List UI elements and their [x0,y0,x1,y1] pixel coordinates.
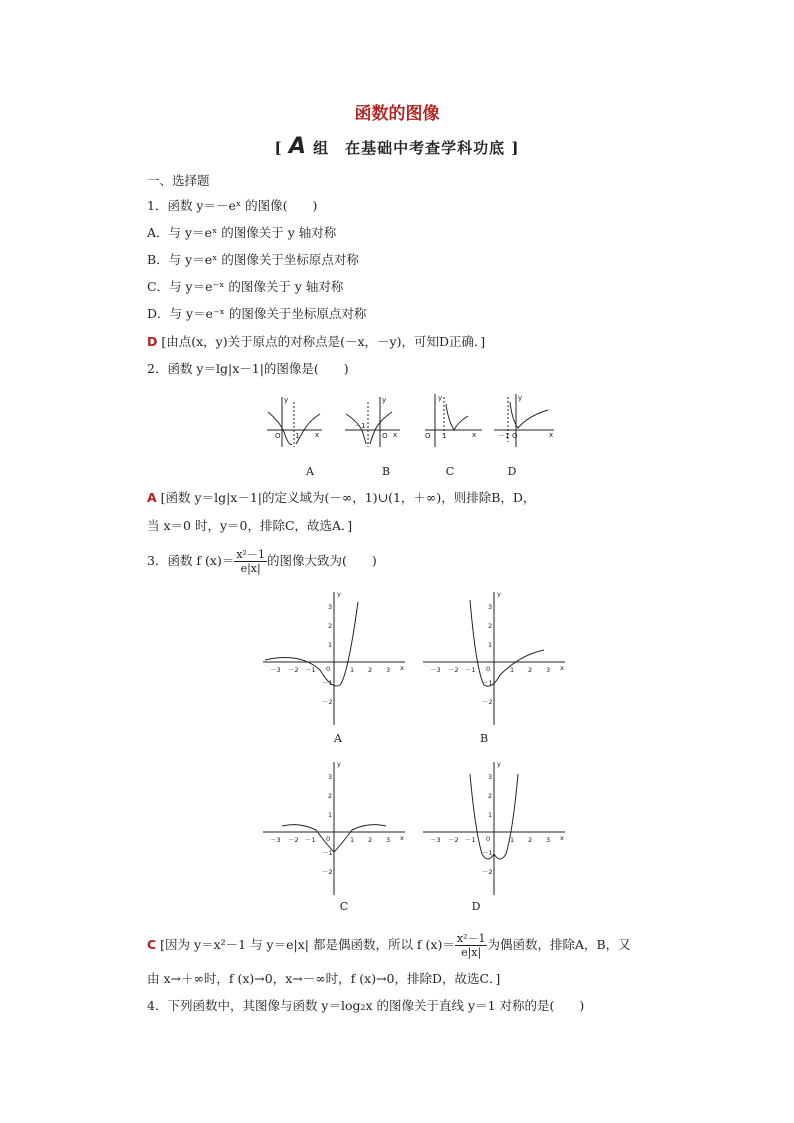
group-text: 组 在基础中考查学科功底 [313,139,506,157]
svg-text:－2: －2 [288,836,299,844]
svg-text:－3: －3 [270,836,281,844]
svg-text:1: 1 [350,666,355,674]
q1-option-a: A．与 y＝eˣ 的图像关于 y 轴对称 [147,225,337,240]
q2-label-b: B [381,465,391,478]
q2-explain-1: [函数 y＝lg|x－1|的定义域为(－∞，1)∪(1，＋∞)，则排除B，D， [160,490,536,505]
q3-label-d: D [471,900,481,913]
q1-stem: 1．函数 y＝－eˣ 的图像( ) [147,198,318,213]
svg-text:O: O [382,432,388,440]
svg-text:3: 3 [546,666,551,674]
svg-text:－2: －2 [448,666,459,674]
svg-text:2: 2 [328,622,333,630]
svg-text:y: y [497,760,501,768]
svg-text:1: 1 [488,811,493,819]
svg-text:1: 1 [510,836,515,844]
svg-text:－1: －1 [305,666,316,674]
q3-solution: C [因为 y＝x²－1 与 y＝e|x| 都是偶函数，所以 f (x)＝ $\frac{\text{x²－1}}{e|x|}$ 为偶函数，排除A，B，又 [147,932,631,959]
svg-text:x: x [560,834,564,842]
svg-text:x: x [400,664,404,672]
q1-option-c: C．与 y＝e⁻ˣ 的图像关于 y 轴对称 [147,279,344,294]
section-heading: 一、选择题 [147,173,210,188]
svg-text:－1: －1 [322,849,333,857]
q4-stem: 4．下列函数中，其图像与函数 y＝log₂x 的图像关于直线 y＝1 对称的是( ) [147,998,585,1013]
svg-text:x: x [472,431,477,439]
svg-text:－1: －1 [354,422,366,430]
q2-label-d: D [507,465,517,478]
q3-fraction: $\frac{\text{x²－1}}{e|x|}$ [236,548,265,575]
q2-graph-c [425,394,482,447]
q1-solution [147,333,485,351]
svg-text:0: 0 [326,665,331,673]
svg-text:y: y [382,396,387,404]
svg-text:3: 3 [488,603,493,611]
svg-text:y: y [337,760,341,768]
svg-text:－2: －2 [288,666,299,674]
svg-text:x: x [549,431,554,439]
svg-text:y: y [438,394,443,402]
svg-text:O: O [512,432,518,440]
q2-label-c: C [445,465,455,478]
q2-graphs [262,392,562,452]
svg-text:0: 0 [326,835,331,843]
q3-answer: C [147,937,157,952]
q1-option-b: B．与 y＝eˣ 的图像关于坐标原点对称 [147,252,359,267]
svg-text:1: 1 [488,641,493,649]
svg-text:－3: －3 [430,666,441,674]
svg-text:3: 3 [328,773,333,781]
q2-solution [147,489,535,507]
svg-text:2: 2 [528,666,533,674]
q2-stem: 2．函数 y＝lg|x－1|的图像是( ) [147,361,349,376]
q3-graph-a [260,590,410,730]
svg-text:2: 2 [488,622,493,630]
svg-text:y: y [284,396,289,404]
svg-text:1: 1 [442,432,447,440]
svg-text:O: O [425,432,431,440]
svg-text:－1: －1 [305,836,316,844]
svg-text:1: 1 [328,641,333,649]
svg-text:x: x [393,431,398,439]
svg-text:－1: －1 [482,679,493,687]
q1-answer: D [147,334,158,349]
svg-text:－1: －1 [498,432,510,440]
svg-text:x: x [315,431,320,439]
svg-text:y: y [497,590,501,598]
svg-text:3: 3 [386,666,391,674]
svg-text:1: 1 [350,836,355,844]
svg-text:2: 2 [328,792,333,800]
page-title: 函数的图像 [354,104,440,124]
svg-text:－1: －1 [482,849,493,857]
svg-text:1: 1 [510,666,515,674]
q3-graph-b [420,590,570,730]
svg-text:x: x [560,664,564,672]
svg-text:0: 0 [486,665,491,673]
svg-text:－2: －2 [322,698,333,706]
svg-text:3: 3 [488,773,493,781]
q3-stem: 3．函数 f (x)＝ $\frac{\text{x²－1}}{e|x|}$ 的图像大致为( ) [147,548,377,575]
q3-graph-d [420,760,570,900]
svg-text:－1: －1 [465,836,476,844]
group-heading [0,134,794,159]
q3-label-c: C [339,900,349,913]
svg-text:－2: －2 [322,868,333,876]
svg-text:3: 3 [328,603,333,611]
bracket-open: [ [274,139,283,157]
group-letter: A [288,134,307,159]
svg-text:3: 3 [386,836,391,844]
svg-text:O: O [275,432,281,440]
q3-label-b: B [479,732,489,745]
q3-label-a: A [334,732,342,745]
svg-text:3: 3 [546,836,551,844]
svg-text:y: y [518,394,523,402]
svg-text:2: 2 [368,666,373,674]
bracket-close: ] [511,139,520,157]
q2-answer: A [147,490,157,505]
svg-text:0: 0 [486,835,491,843]
svg-text:2: 2 [528,836,533,844]
svg-text:－3: －3 [430,836,441,844]
q1-explain: [由点(x，y)关于原点的对称点是(－x，－y)，可知D正确．] [161,334,486,349]
q1-option-d: D．与 y＝e⁻ˣ 的图像关于坐标原点对称 [147,306,367,321]
svg-text:－3: －3 [270,666,281,674]
svg-text:－2: －2 [482,868,493,876]
svg-text:－2: －2 [448,836,459,844]
q3-explain-2: 由 x→＋∞时，f (x)→0，x→－∞时，f (x)→0，排除D，故选C．] [147,971,501,986]
svg-text:1: 1 [295,432,300,440]
q2-explain-2: 当 x＝0 时，y＝0，排除C，故选A．] [147,518,353,533]
q2-label-a: A [306,465,314,478]
svg-text:2: 2 [488,792,493,800]
svg-text:1: 1 [328,811,333,819]
svg-text:－1: －1 [322,679,333,687]
q3-solution-fraction: $\frac{\text{x²－1}}{e|x|}$ [456,932,486,959]
svg-text:－1: －1 [465,666,476,674]
svg-text:2: 2 [368,836,373,844]
svg-text:－2: －2 [482,698,493,706]
svg-text:x: x [400,834,404,842]
svg-text:y: y [337,590,341,598]
q3-graph-c [260,760,410,900]
